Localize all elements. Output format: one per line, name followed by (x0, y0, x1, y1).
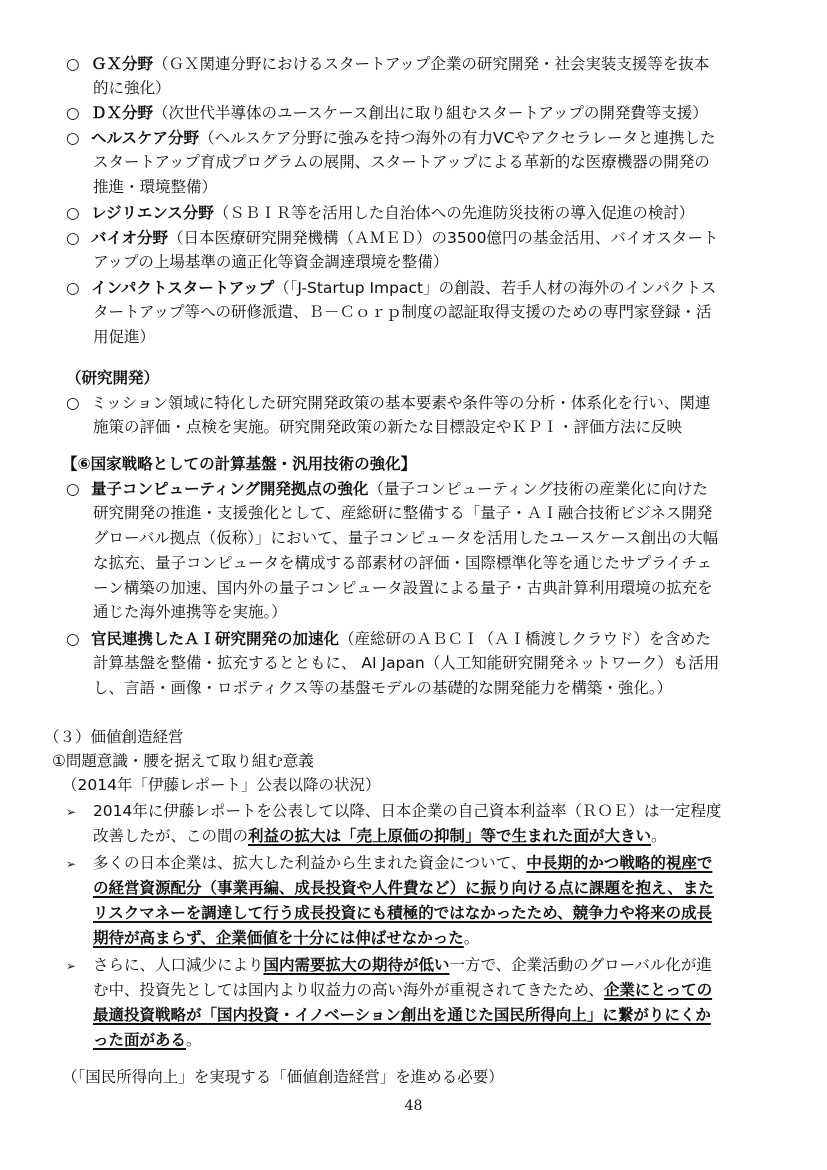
emphasized-text: った面がある (93, 1031, 187, 1049)
ai-item (66, 627, 711, 651)
plain-text: 一方で、企業活動のグローバル化が進 (449, 956, 712, 974)
subsection-title: ①問題意識・腰を据えて取り組む意義 (52, 752, 314, 770)
item-continuation: 計算基盤を整備・拡充するとともに、 AI Japan（人工知能研究開発ネットワーク）も活用 (93, 654, 720, 672)
item-text: （「J-Startup Impact」の創設、若手人材の海外のインパクトス (274, 279, 717, 297)
plain-text: 。 (463, 929, 480, 947)
bio-item (66, 226, 718, 250)
impact-startup-item (66, 276, 716, 300)
item-title: レジリエンス分野 (90, 204, 214, 222)
item-title: インパクトスタートアップ (90, 279, 275, 297)
bullet-continuation (93, 926, 479, 950)
item-title: ヘルスケア分野 (90, 129, 199, 147)
quantum-item (66, 477, 708, 501)
plain-text: 多くの日本企業は、拡大した利益から生まれた資金について、 (92, 854, 527, 872)
arrow-bullet-icon: ➢ (66, 857, 77, 871)
context-note: （2014年「伊藤レポート」公表以降の状況） (62, 776, 381, 794)
bullet-roe (66, 799, 721, 824)
item-text: ミッション領域に特化した研究開発政策の基本要素や条件等の分析・体系化を行い、関連 (90, 394, 711, 412)
dx-item (66, 101, 708, 125)
item-text: （ＧＸ関連分野におけるスタートアップ企業の研究開発・社会実装支援等を抜本 (152, 55, 710, 73)
item-continuation: な拡充、量子コンピュータを構成する部素材の評価・国際標準化等を通じたサプライチェ (93, 554, 713, 572)
plain-text: さらに、人口減少により (92, 956, 264, 974)
item-text: （日本医療研究開発機構（ＡＭＥＤ）の3500億円の基金活用、バイオスタート (167, 229, 719, 247)
item-continuation: 用促進） (93, 328, 156, 346)
item-continuation: 施策の評価・点検を実施。研究開発政策の新たな目標設定やＫＰＩ・評価方法に反映 (93, 418, 683, 436)
item-continuation: 研究開発の推進・支援強化として、産総研に整備する「量子・ＡＩ融合技術ビジネス開発 (93, 504, 713, 522)
item-title: 量子コンピューティング開発拠点の強化 (90, 480, 369, 498)
circle-bullet-icon: ○ (66, 394, 80, 412)
item-continuation: し、言語・画像・ロボティクス等の基盤モデルの基礎的な開発能力を構築・強化。） (93, 679, 673, 697)
item-continuation: 的に強化） (93, 79, 171, 97)
bullet-resource-allocation (66, 851, 712, 876)
closing-note: （「国民所得向上」を実現する「価値創造経営」を進める必要） (62, 1068, 504, 1086)
emphasized-text: 最適投資戦略が「国内投資・イノベーション創出を通じた国民所得向上」に繋がりにくか (93, 1006, 711, 1024)
emphasized-text: の経営資源配分（事業再編、成長投資や人件費など）に振り向ける点に課題を抱え、また (93, 879, 714, 897)
plain-text: 改善したが、この間の (93, 827, 249, 845)
circle-bullet-icon: ○ (66, 229, 80, 247)
item-continuation: 通じた海外連携等を実施。） (93, 603, 287, 621)
bullet-domestic-demand (66, 953, 712, 978)
item-continuation: ーン構築の加速、国内外の量子コンピュータ設置による量子・古典計算利用環境の拡充を (93, 579, 713, 597)
item-continuation: スタートアップ育成プログラムの展開、スタートアップによる革新的な医療機器の開発の (93, 153, 710, 171)
circle-bullet-icon: ○ (66, 630, 80, 648)
arrow-bullet-icon: ➢ (66, 959, 77, 973)
emphasized-text: 期待が高まらず、企業価値を十分には伸ばせなかった (93, 929, 464, 947)
item-text: （量子コンピューティング技術の産業化に向けた (368, 480, 708, 498)
bullet-text: 2014年に伊藤レポートを公表して以降、日本企業の自己資本利益率（ＲＯＥ）は一定程度 (92, 802, 722, 820)
bullet-continuation (93, 1028, 202, 1052)
emphasized-text: 企業にとっての (603, 981, 713, 999)
bullet-continuation (93, 978, 712, 1002)
page-number: 48 (404, 1098, 423, 1114)
item-title: 官民連携したＡＩ研究開発の加速化 (90, 630, 339, 648)
emphasized-text: 利益の拡大は「売上原価の抑制」等で生まれた面が大きい (248, 827, 652, 845)
computing-heading: 【⑥国家戦略としての計算基盤・汎用技術の強化】 (62, 455, 417, 473)
circle-bullet-icon: ○ (66, 129, 80, 147)
gx-item (66, 52, 709, 76)
plain-text: 。 (651, 827, 667, 845)
item-continuation: アップの上場基準の適正化等資金調達環境を整備） (93, 253, 449, 271)
item-continuation: 推進・環境整備） (93, 178, 218, 196)
item-continuation: タートアップ等への研修派遣、Ｂ－Ｃｏｒｐ制度の認証取得支援のための専門家登録・活 (93, 303, 712, 321)
item-title: バイオ分野 (90, 229, 168, 247)
plain-text: む中、投資先としては国内より収益力の高い海外が重視されてきたため、 (93, 981, 604, 999)
research-heading: （研究開発） (66, 369, 160, 387)
section-title: （３）価値創造経営 (44, 728, 184, 746)
item-continuation: グローバル拠点（仮称）」において、量子コンピュータを活用したユースケース創出の大幅 (93, 529, 719, 547)
resilience-item (66, 201, 694, 225)
item-title: ＧＸ分野 (90, 55, 153, 73)
item-text: （ＳＢＩＲ等を活用した自治体への先進防災技術の導入促進の検討） (213, 204, 695, 222)
arrow-bullet-icon: ➢ (66, 805, 77, 819)
circle-bullet-icon: ○ (66, 279, 80, 297)
research-item (66, 391, 710, 415)
circle-bullet-icon: ○ (66, 55, 80, 73)
emphasized-text: 国内需要拡大の期待が低い (263, 956, 450, 974)
circle-bullet-icon: ○ (66, 104, 80, 122)
item-text: （ヘルスケア分野に強みを持つ海外の有力VCやアクセラレータと連携した (198, 129, 716, 147)
circle-bullet-icon: ○ (66, 204, 80, 222)
item-title: ＤＸ分野 (90, 104, 153, 122)
item-text: （次世代半導体のユースケース創出に取り組むスタートアップの開発費等支援） (152, 104, 708, 122)
bullet-continuation (93, 824, 667, 848)
emphasized-text: リスクマネーを調達して行う成長投資にも積極的ではなかったため、競争力や将来の成長 (93, 904, 713, 922)
healthcare-item (66, 126, 715, 150)
plain-text: 。 (186, 1031, 202, 1049)
emphasized-text: 中長期的かつ戦略的視座で (526, 854, 713, 872)
circle-bullet-icon: ○ (66, 480, 80, 498)
item-text: （産総研のＡＢＣＩ（ＡＩ橋渡しクラウド）を含めた (338, 630, 711, 648)
